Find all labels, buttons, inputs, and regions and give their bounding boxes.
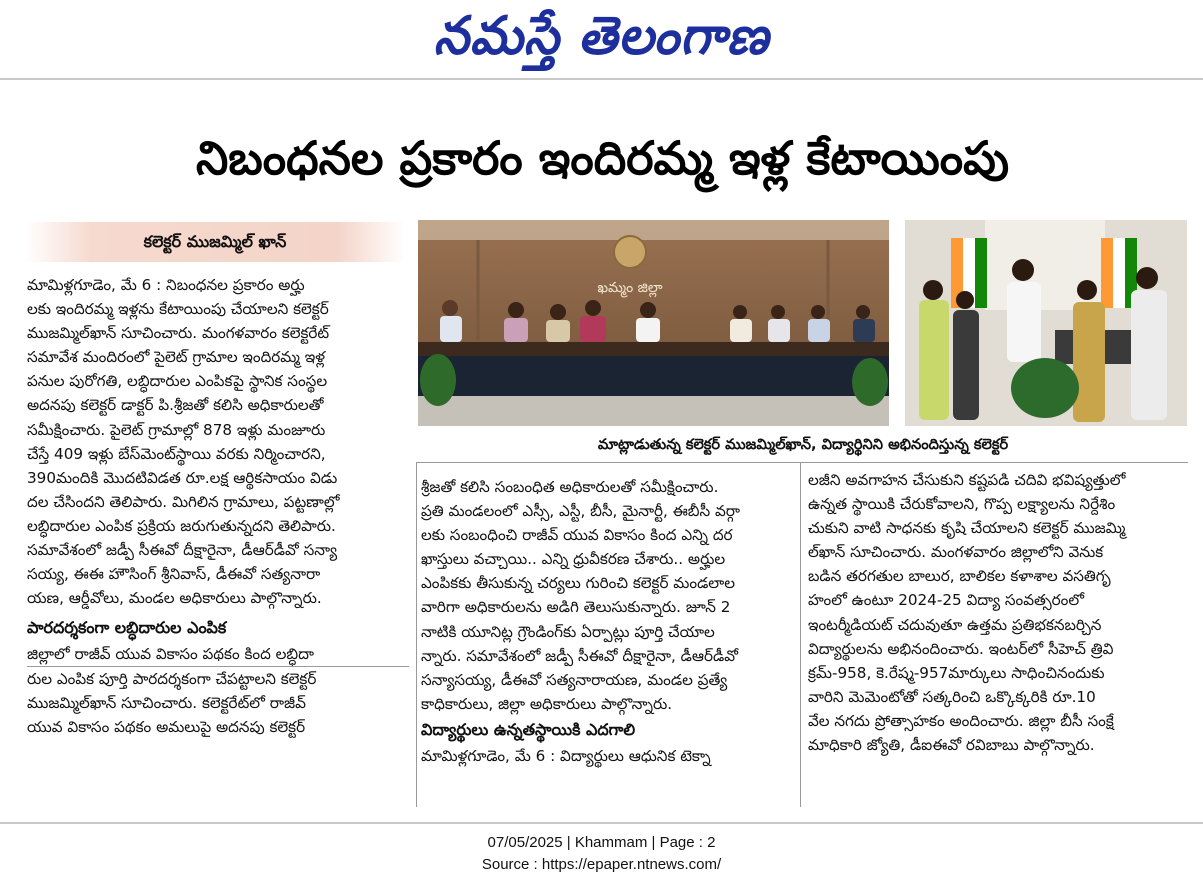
- text-line: కాధికారులు, జిల్లా అధికారులు పాల్గొన్నారు.: [421, 694, 673, 713]
- text-line: రుల ఎంపిక పూర్తి పారదర్శకంగా చేపట్టాలని కలెక్టర్: [27, 669, 317, 688]
- text-line: వారిగా అధికారులను అడిగి తెలుసుకున్నారు. జూన్ 2: [421, 598, 731, 617]
- column-divider-2: [800, 462, 801, 807]
- text-line: అదనపు కలెక్టర్ డాక్టర్ పి.శ్రీజతో కలిసి అధికారులతో: [27, 396, 324, 415]
- text-line: లకు ఇందిరమ్మ ఇళ్లను కేటాయింపు చేయాలని కలెక్టర్: [27, 300, 329, 319]
- text-line: సయ్య, ఈఈ హౌసింగ్ శ్రీనివాస్, డీఈవో సత్యనారా: [27, 565, 321, 584]
- text-line: 390మందికి మొదటివిడత రూ.లక్ష ఆర్థికసాయం విడు: [27, 468, 338, 487]
- text-line: పనుల పురోగతి, లబ్ధిదారుల ఎంపికపై స్థానిక సంస్థల: [27, 372, 328, 391]
- text-line: దల చేసిందని తెలిపారు. మిగిలిన గ్రామాలు, పట్టణాల్లో: [27, 492, 340, 511]
- section-subhead: విద్యార్థులు ఉన్నతస్థాయికి ఎదగాలి: [421, 719, 636, 739]
- text-line: న్నారు. సమావేశంలో జడ్పీ సీఈవో దీక్షారైనా, డీఆర్‌డీవో: [421, 646, 739, 665]
- meeting-photo-illustration: [418, 220, 889, 426]
- photo-backdrop-text: ఖమ్మం జిల్లా: [597, 280, 663, 296]
- text-line: సన్యాసయ్య, డీఈవో సత్యనారాయణ, మండల ప్రత్యే: [421, 670, 728, 689]
- text-line: ముజమ్మిల్‌ఖాన్ సూచించారు. మంగళవారం కలెక్టరేట్: [27, 324, 330, 343]
- text-line: లబ్ధిదారుల ఎంపిక ప్రక్రియ జరుగుతున్నదని తెలిపారు.: [27, 516, 336, 535]
- text-line: జిల్లాలో రాజీవ్ యువ వికాసం పథకం కింద లబ్ధిదా: [27, 645, 314, 664]
- text-line: బడిన తరగతుల బాలుర, బాలికల కళాశాల వసతిగృ: [808, 567, 1111, 586]
- felicitation-photo-illustration: [905, 220, 1187, 426]
- text-line: లకు సంబంధించి రాజీవ్ యువ వికాసం కింద ఎన్ని దర: [421, 526, 733, 545]
- text-line: మాధికారి జ్యోతి, డీఐఈవో రవిబాబు పాల్గొన్నారు.: [808, 736, 1095, 755]
- text-line: క్రమ్-958, కె.రేష్మ-957మార్కులు సాధించినందుకు: [808, 663, 1105, 682]
- text-line: ముజమ్మిల్‌ఖాన్ సూచించారు. కలెక్టరేట్‌లో రాజీవ్: [27, 693, 306, 712]
- column1-subhead-rule: [27, 666, 409, 667]
- caption-divider: [416, 462, 1188, 463]
- text-line: చుకుని వాటి సాధనకు కృషి చేయాలని కలెక్టర్ ముజమ్మి: [808, 519, 1126, 538]
- masthead-divider: [0, 78, 1203, 80]
- text-line: లజీని అవగాహన చేసుకుని కష్టపడి చదివి భవిష్యత్తులో: [808, 471, 1126, 489]
- text-line: మామిళ్లగూడెం, మే 6 : నిబంధనల ప్రకారం అర్హు: [27, 276, 305, 294]
- text-line: యణ, ఆర్డీవోలు, మండల అధికారులు పాల్గొన్నారు.: [27, 589, 322, 608]
- text-line: విద్యార్థులను అభినందించారు. ఇంటర్‌లో సీహెచ్ త్రివి: [808, 639, 1114, 658]
- article-column-3: [808, 468, 1188, 757]
- article-column-2: [421, 475, 793, 768]
- felicitation-photo: [905, 220, 1187, 426]
- section-subhead: పారదర్శకంగా లబ్ధిదారుల ఎంపిక: [27, 618, 227, 638]
- text-line: నాటికి యూనిట్ల గ్రౌండింగ్‌కు ఏర్పాట్లు పూర్తి చేయాల: [421, 622, 715, 641]
- text-line: ప్రతి మండలంలో ఎస్సీ, ఎస్టీ, బీసీ, మైనార్టీ, ఈబీసీ వర్గా: [421, 502, 741, 521]
- text-line: సమావేశంలో జడ్పీ సీఈవో దీక్షారైనా, డీఆర్‌డీవో సన్యా: [27, 541, 338, 560]
- text-line: శ్రీజతో కలిసి సంబంధిత అధికారులతో సమీక్షించారు.: [421, 478, 719, 496]
- article-column-1: [27, 273, 409, 739]
- text-line: చేస్తే 409 ఇళ్లు బేస్‌మెంట్‌స్థాయి వరకు నిర్మించారని,: [27, 444, 326, 463]
- text-line: ఇంటర్మీడియట్ చదువుతూ ఉత్తమ ప్రతిభకనబర్చిన: [808, 615, 1102, 634]
- text-line: ఎంపికకు తీసుకున్న చర్యలు గురించి కలెక్టర్ మండలాల: [421, 574, 735, 593]
- text-line: ఉన్నత స్థాయికి చేరుకోవాలని, గొప్ప లక్ష్యాలను నిర్దేశిం: [808, 495, 1116, 514]
- text-line: మామిళ్లగూడెం, మే 6 : విద్యార్థులు ఆధునిక టెక్నా: [421, 747, 711, 766]
- text-line: యువ వికాసం పథకం అమలుపై అదనపు కలెక్టర్: [27, 717, 306, 736]
- newspaper-logo: నమస్తే తెలంగాణ: [433, 4, 770, 67]
- text-line: వేల నగదు ప్రోత్సాహకం అందించారు. జిల్లా బీసీ సంక్షే: [808, 711, 1114, 730]
- text-line: హంలో ఉంటూ 2024-25 విద్యా సంవత్సరంలో: [808, 591, 1085, 610]
- article-headline: నిబంధనల ప్రకారం ఇందిరమ్మ ఇళ్ల కేటాయింపు: [195, 131, 1010, 185]
- article-tagline: కలెక్టర్ ముజమ్మిల్ ఖాన్: [25, 222, 405, 262]
- footer-edition-info: 07/05/2025 | Khammam | Page : 2: [487, 834, 716, 851]
- photo-caption: మాట్లాడుతున్న కలెక్టర్ ముజమ్మిల్‌ఖాన్, విద్యార్థినిని అభినందిస్తున్న కలెక్టర్: [418, 430, 1188, 460]
- text-line: సమావేశ మందిరంలో పైలెట్ గ్రామాల ఇందిరమ్మ ఇళ్ల: [27, 348, 326, 367]
- text-line: సమీక్షించారు. పైలెట్ గ్రామాల్లో 878 ఇళ్లు మంజూరు: [27, 420, 326, 439]
- text-line: వారిని మెమెంటోతో సత్కరించి ఒక్కొక్కరికి రూ.10: [808, 687, 1096, 706]
- footer-source: Source : https://epaper.ntnews.com/: [481, 856, 722, 873]
- column-divider-1: [416, 462, 417, 807]
- meeting-photo: [418, 220, 889, 426]
- text-line: ఖాస్తులు వచ్చాయి.. ఎన్ని ధ్రువీకరణ చేశారు.. అర్హుల: [421, 550, 726, 569]
- masthead: [0, 6, 1203, 76]
- footer-divider: [0, 822, 1203, 824]
- text-line: ల్‌ఖాన్ సూచించారు. మంగళవారం జిల్లాలోని వెనుక: [808, 543, 1104, 562]
